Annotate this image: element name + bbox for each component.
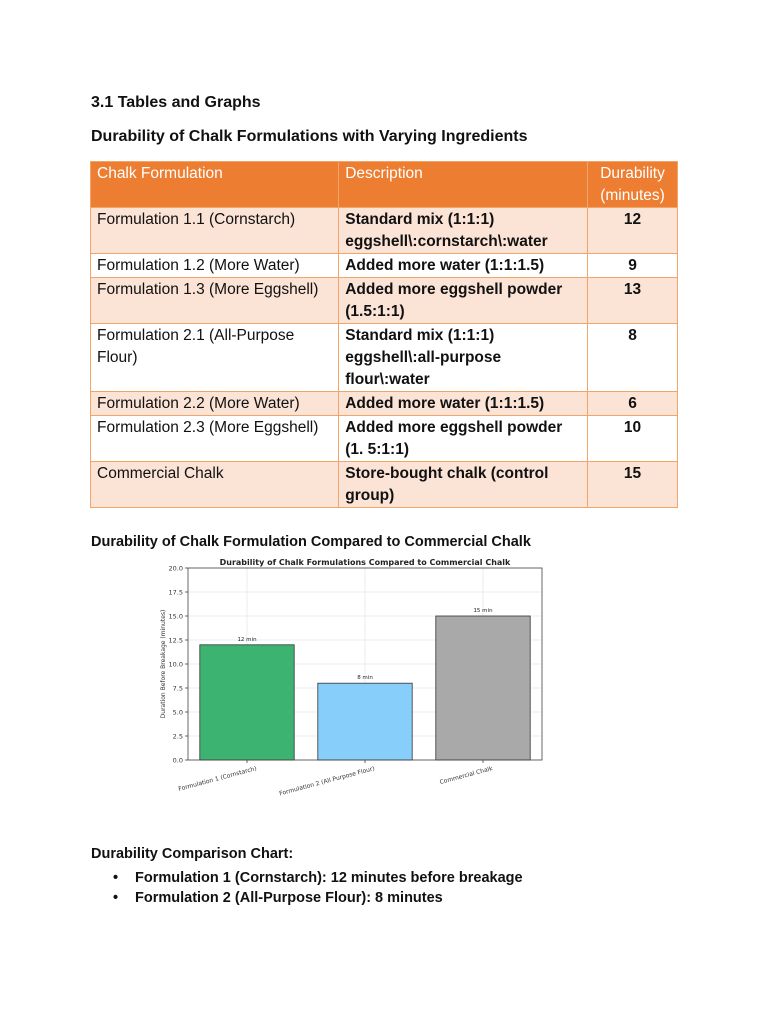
- cell-description: Added more water (1:1:1.5): [339, 392, 588, 416]
- cell-formulation: Formulation 2.1 (All-Purpose Flour): [91, 324, 339, 392]
- cell-description: Store-bought chalk (control group): [339, 462, 588, 508]
- y-tick-label: 2.5: [172, 732, 183, 741]
- cell-description: Added more eggshell powder (1. 5:1:1): [339, 416, 588, 462]
- cell-formulation: Formulation 1.2 (More Water): [91, 254, 339, 278]
- x-tick-label: Formulation 2 (All Purpose Flour): [278, 765, 376, 798]
- comparison-list: [91, 868, 523, 908]
- cell-durability: 9: [588, 254, 678, 278]
- section-heading: 3.1 Tables and Graphs: [91, 94, 261, 111]
- bullet-icon: •: [113, 890, 119, 906]
- cell-formulation: Formulation 1.3 (More Eggshell): [91, 278, 339, 324]
- y-tick-label: 15.0: [168, 612, 183, 621]
- x-tick-label: Formulation 1 (Cornstarch): [177, 765, 258, 793]
- durability-table: [90, 161, 678, 508]
- table-row: [91, 254, 678, 278]
- y-tick-label: 12.5: [168, 636, 183, 645]
- y-axis-label: Duration Before Breakage (minutes): [160, 609, 167, 719]
- cell-durability: 10: [588, 416, 678, 462]
- y-tick-label: 5.0: [172, 708, 183, 717]
- table-row: [91, 392, 678, 416]
- table-row: [91, 278, 678, 324]
- list-item: [91, 868, 523, 888]
- bar: [436, 616, 530, 760]
- chart-caption: Durability of Chalk Formulation Compared to Commercial Chalk: [91, 534, 531, 550]
- header-durability: Durability (minutes): [588, 162, 678, 208]
- x-tick-label: Commercial Chalk: [438, 765, 494, 787]
- cell-description: Added more water (1:1:1.5): [339, 254, 588, 278]
- table-row: [91, 208, 678, 254]
- table-row: [91, 462, 678, 508]
- bar: [200, 645, 294, 760]
- cell-formulation: Formulation 2.2 (More Water): [91, 392, 339, 416]
- y-tick-label: 10.0: [168, 660, 183, 669]
- cell-formulation: Commercial Chalk: [91, 462, 339, 508]
- table-title: Durability of Chalk Formulations with Varying Ingredients: [91, 128, 528, 145]
- list-item-text: Formulation 2 (All-Purpose Flour): 8 minutes: [135, 890, 443, 906]
- y-tick-label: 0.0: [172, 756, 183, 765]
- cell-description: Standard mix (1:1:1) eggshell\:all-purpose flour\:water: [339, 324, 588, 392]
- cell-durability: 13: [588, 278, 678, 324]
- header-formulation: Chalk Formulation: [91, 162, 339, 208]
- bullet-icon: •: [113, 870, 119, 886]
- y-tick-label: 17.5: [168, 588, 183, 597]
- cell-durability: 8: [588, 324, 678, 392]
- table-row: [91, 324, 678, 392]
- list-item-text: Formulation 1 (Cornstarch): 12 minutes before breakage: [135, 870, 523, 886]
- bar: [318, 683, 412, 760]
- cell-formulation: Formulation 2.3 (More Eggshell): [91, 416, 339, 462]
- data-label: 8 min: [357, 675, 373, 682]
- y-tick-label: 20.0: [168, 564, 183, 573]
- cell-durability: 6: [588, 392, 678, 416]
- table-row: [91, 416, 678, 462]
- bar-chart-svg: [148, 554, 548, 800]
- cell-description: Standard mix (1:1:1) eggshell\:cornstarch\:water: [339, 208, 588, 254]
- cell-formulation: Formulation 1.1 (Cornstarch): [91, 208, 339, 254]
- cell-durability: 15: [588, 462, 678, 508]
- bar-chart: [148, 554, 548, 800]
- list-heading: Durability Comparison Chart:: [91, 846, 294, 862]
- list-item: [91, 888, 523, 908]
- cell-durability: 12: [588, 208, 678, 254]
- table-header-row: [91, 162, 678, 208]
- chart-title: Durability of Chalk Formulations Compared to Commercial Chalk: [219, 558, 511, 567]
- cell-description: Added more eggshell powder (1.5:1:1): [339, 278, 588, 324]
- header-description: Description: [339, 162, 588, 208]
- data-label: 12 min: [237, 636, 257, 643]
- y-tick-label: 7.5: [172, 684, 183, 693]
- data-label: 15 min: [473, 608, 493, 614]
